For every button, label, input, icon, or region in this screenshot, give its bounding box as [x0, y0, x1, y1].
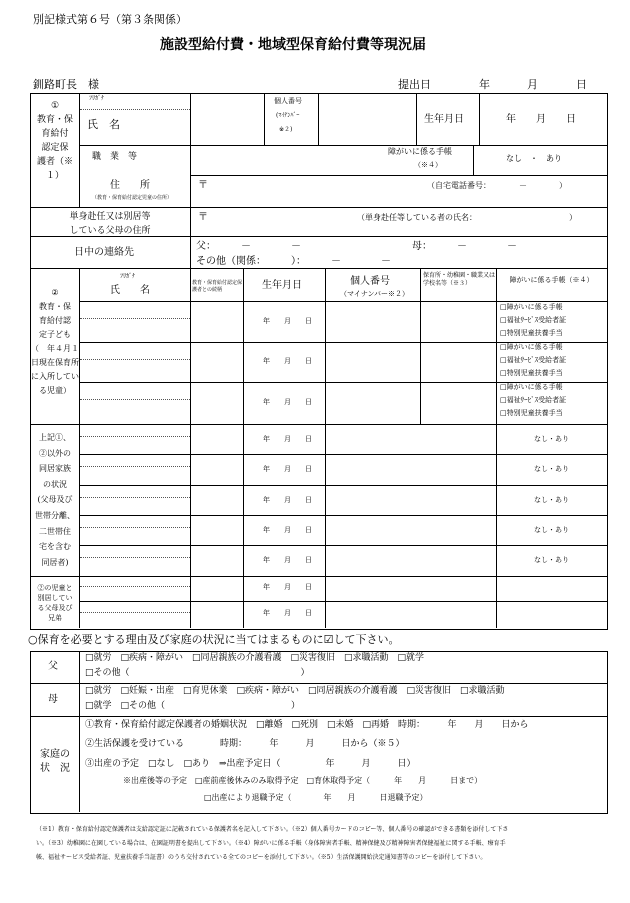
s2-row1-opt3[interactable]: □特別児童扶養手当 [500, 329, 563, 337]
s1-address-label: 住 所 [110, 180, 150, 191]
s2-row2-opt1[interactable]: □障がいに係る手帳 [500, 343, 563, 351]
s1-kojin-input[interactable] [319, 95, 415, 144]
s3-row3-shogai[interactable]: なし・あり [534, 496, 569, 504]
s2-kojin-header: 個人番号 [350, 276, 390, 287]
father-label: 父 [48, 661, 58, 672]
s3-row4-birth[interactable]: 年 月 日 [263, 526, 312, 534]
s3-row1-shogai[interactable]: なし・あり [534, 435, 569, 443]
footnote-1: （※1）教育・保育給付認定保護者は支給認定証に記載されている保護者名を記入して下さい。（※2）個人番号カードのコピー等、個人番号の確認ができる書類を添付して下さ [36, 826, 509, 833]
family-birth[interactable]: ③出産の予定 □なし □あり ⇒出産予定日（ 年 月 日） [85, 759, 416, 769]
s1-label: ① 教育・保 育給付 認定保 護者（※ １） [36, 101, 73, 181]
submit-year[interactable]: 年 [479, 78, 490, 91]
s4-row2-birth[interactable]: 年 月 日 [263, 609, 312, 617]
s2-row2-opt3[interactable]: □特別児童扶養手当 [500, 369, 563, 377]
s1-home-phone[interactable]: （自宅電話番号： － ） [427, 181, 567, 190]
s3-row1-birth[interactable]: 年 月 日 [263, 435, 312, 443]
s2-birth-header: 生年月日 [262, 280, 302, 291]
footnote-3: 帳、福祉サービス受給者証、児童扶養手当証書）のうち交付されている全てのコピーを添付して下さい。（※5）生活保護開始決定通知書等のコピーを添付して下さい。 [36, 854, 487, 861]
tanshin-note[interactable]: （単身赴任等している者の氏名： ） [357, 213, 577, 222]
daytime-mother[interactable]: 母： － － [412, 241, 517, 252]
mother-other[interactable]: □就学 □その他（ ） [85, 701, 301, 711]
s2-furigana-header: ﾌﾘｶﾞﾅ [120, 273, 136, 280]
submit-month[interactable]: 月 [527, 78, 538, 91]
s1-furigana-label: ﾌﾘｶﾞﾅ [89, 95, 105, 102]
s3-row4-shogai[interactable]: なし・あり [534, 526, 569, 534]
s4-row1-birth[interactable]: 年 月 日 [263, 583, 312, 591]
s3-row5-shogai[interactable]: なし・あり [534, 556, 569, 564]
s3-row3-birth[interactable]: 年 月 日 [263, 496, 312, 504]
s1-address-note: （教育・保育給付認定児童の住所） [92, 195, 173, 201]
form-title: 施設型給付費・地域型保育給付費等現況届 [160, 37, 426, 53]
s1-shogai-label: 障がいに係る手帳 [388, 147, 452, 156]
family-retire[interactable]: □出産により退職予定（ 年 月 日退職予定） [204, 793, 428, 802]
daytime-father[interactable]: 父： － － [196, 241, 301, 252]
s2-row3-opt1[interactable]: □障がいに係る手帳 [500, 383, 563, 391]
s2-shogai-header: 障がいに係る手帳（※４） [509, 276, 594, 284]
s2-name-header: 氏 名 [110, 285, 150, 296]
s2-label: ② 教育・保 育給付認 定子ども （ 年４月１ 日現在保育所 に入所してい る児童） [31, 288, 79, 395]
s2-row2-birth[interactable]: 年 月 日 [263, 357, 312, 365]
family-welfare[interactable]: ②生活保護を受けている 時期： 年 月 日から（※５） [85, 739, 405, 749]
s2-kojin-sub-header: （マイナンバー※２） [340, 290, 410, 298]
s2-row1-opt2[interactable]: □福祉ｻｰﾋﾞｽ受給者証 [500, 316, 567, 324]
s1-shogai-note: （※４） [414, 161, 442, 169]
s1-name-input[interactable] [191, 110, 263, 144]
s1-postal-mark[interactable]: 〒 [198, 180, 208, 191]
footnote-2: い。（※3）幼稚園に在園している場合は、在園証明書を提出して下さい。（※4）障がいに係る手帳（身体障害者手帳、精神保健及び精神障害者保健福祉に関する手帳、療育手 [36, 840, 506, 847]
addressee: 釧路町長 様 [33, 78, 99, 91]
s1-kojin-sub2: ※２) [279, 126, 293, 133]
s1-kojin-label: 個人番号 [274, 97, 302, 105]
s3-row2-shogai[interactable]: なし・あり [534, 465, 569, 473]
s1-name-label: 氏 名 [87, 118, 120, 131]
s2-row3-birth[interactable]: 年 月 日 [263, 398, 312, 406]
mother-reasons[interactable]: □就労 □妊娠・出産 □育児休業 □疾病・障がい □同居親族の介護看護 □災害復旧 □求職活動 [85, 686, 505, 696]
s1-shogai-select[interactable]: なし ・ あり [506, 154, 562, 163]
submit-date-label: 提出日 [398, 78, 431, 91]
s3-label: 上記①、 ②以外の 同居家族 の状況 (父母及び 世帯分離、 二世帯住 宅を含む 同居者) [35, 433, 75, 567]
s2-row1-opt1[interactable]: □障がいに係る手帳 [500, 303, 563, 311]
s3-row5-birth[interactable]: 年 月 日 [263, 556, 312, 564]
daytime-label: 日中の連絡先 [74, 247, 134, 258]
s4-label: ②の児童と 別居してい る父母及び 兄弟 [37, 584, 73, 623]
s2-row3-opt3[interactable]: □特別児童扶養手当 [500, 409, 563, 417]
form-number: 別記様式第６号（第３条関係） [33, 13, 187, 26]
s1-kojin-sub: (ﾏｲﾅﾝﾊﾞｰ [276, 112, 300, 119]
tanshin-label: 単身赴任又は別居等 している父母の住所 [69, 212, 151, 236]
s2-row2-opt2[interactable]: □福祉ｻｰﾋﾞｽ受給者証 [500, 356, 567, 364]
father-reasons[interactable]: □就労 □疾病・障がい □同居親族の介護看護 □災害復旧 □求職活動 □就学 [85, 653, 425, 663]
s1-job-label: 職 業 等 [92, 152, 138, 162]
s2-relation-header: 教育・保育給付認定保護者との続柄 [192, 280, 243, 293]
s2-row3-opt2[interactable]: □福祉ｻｰﾋﾞｽ受給者証 [500, 396, 567, 404]
s3-row2-birth[interactable]: 年 月 日 [263, 465, 312, 473]
s1-birth-label: 生年月日 [424, 114, 464, 125]
family-after-birth[interactable]: ※出産後等の予定 □産前産後休みのみ取得予定 □育休取得予定（ 年 月 日まで） [123, 776, 483, 785]
father-other[interactable]: □その他（ ） [85, 668, 310, 678]
s1-birth-input[interactable]: 年 月 日 [506, 114, 576, 125]
s1-job-input[interactable] [191, 146, 371, 174]
submit-day[interactable]: 日 [576, 78, 587, 91]
family-marriage[interactable]: ①教育・保育給付認定保護者の婚姻状況 □離婚 □死別 □未婚 □再婚 時期： 年 月 日から [85, 720, 529, 730]
daytime-other[interactable]: その他（関係： ）： － － [196, 256, 391, 267]
family-label: 家庭の 状 況 [40, 749, 70, 774]
s2-school-header: 保育所・幼稚園・職業又は学校名等（※３） [423, 272, 496, 287]
mother-label: 母 [48, 694, 58, 705]
tanshin-postal[interactable]: 〒 [198, 212, 208, 223]
reason-heading: ○保育を必要とする理由及び家庭の状況に当てはまるものに☑して下さい。 [28, 633, 400, 646]
s2-row1-birth[interactable]: 年 月 日 [263, 317, 312, 325]
